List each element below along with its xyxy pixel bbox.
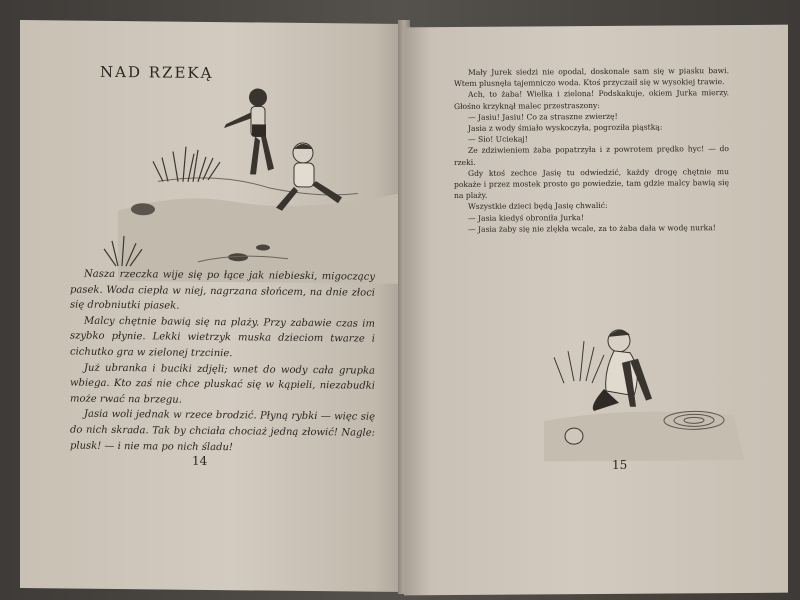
right-page-text (454, 65, 729, 235)
paragraph: Jasia z wody śmiało wyskoczyła, pogroziła piąstką: (468, 122, 663, 133)
paragraph: — Jasia kiedyś obroniła Jurka! (468, 212, 584, 223)
page-number: 15 (612, 457, 628, 472)
paragraph: Mały Jurek siedzi nie opodal, doskonale sam się w piasku bawi. Wtem plusnęła tajemniczo woda. Ktoś przyczaił się w wysokiej trawie. (454, 66, 729, 89)
page-title: NAD RZEKĄ (100, 62, 214, 83)
paragraph: Już ubranka i buciki zdjęli; wnet do wody cała grupka wbiega. Kto zaś nie chce pluskać się w kąpieli, niezabudki może rwać na brzegu. (70, 362, 375, 406)
boy-crouching-illustration (534, 310, 754, 472)
paragraph: Jasia woli jednak w rzece brodzić. Płyną rybki — więc się do nich skrada. Tak by chciała chociaż jedną złowić! Nagle: plusk! — i nie ma po nich śladu! (70, 408, 375, 453)
children-by-river-illustration (98, 61, 398, 284)
left-page-text (70, 267, 375, 457)
paragraph: Gdy ktoś zechce Jasię tu odwiedzić, każdy drogę chętnie mu pokaże i przez mostek prosto go powiedzie, tam gdzie malcy bawią się na plaży. (454, 166, 729, 201)
paragraph: Nasza rzeczka wije się po łące jak niebieski, migoczący pasek. Woda ciepła w niej, nagrzana słońcem, na dnie złoci się drobniutki piasek. (70, 268, 375, 312)
page-number: 14 (192, 453, 208, 468)
paragraph: — Sio! Uciekaj! (468, 134, 528, 145)
left-page (20, 20, 406, 592)
paragraph: Ach, to żaba! Wielka i zielona! Podskakuje, okiem Jurka mierzy. Głośno krzyknął malec przestraszony: (454, 88, 729, 111)
paragraph: Wszystkie dzieci będą Jasię chwalić: (468, 201, 608, 212)
paragraph: Ze zdziwieniem żaba popatrzyła i z powrotem prędko hyc! — do rzeki. (454, 144, 729, 167)
paragraph: Malcy chętnie bawią się na plaży. Przy zabawie czas im szybko płynie. Lekki wietrzyk muska dzieciom twarze i cichutko gra w zielonej trzcinie. (70, 315, 375, 360)
paragraph: — Jasiu! Jasiu! Co za straszne zwierzę! (468, 111, 618, 122)
paragraph: — Jasia żaby się nie zlękła wcale, za to żaba dała w wodę nurka! (468, 223, 716, 234)
right-page (404, 25, 788, 596)
